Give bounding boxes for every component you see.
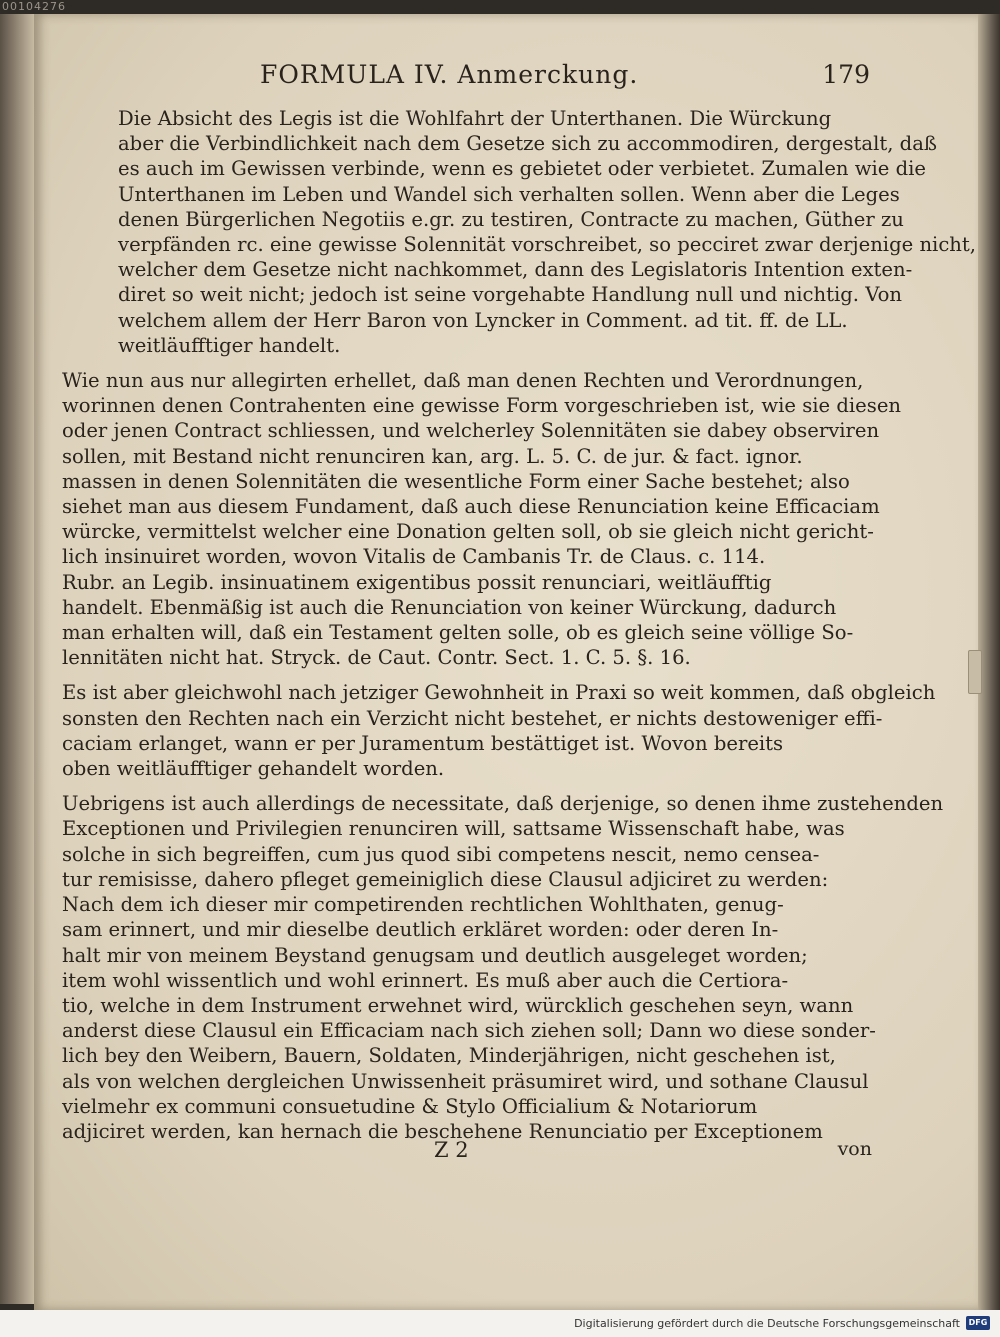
text-line: diret so weit nicht; jedoch ist seine vorgehabte Handlung null und nichtig. Von	[118, 283, 902, 307]
signature-mark: Z 2	[434, 1138, 469, 1162]
text-line: caciam erlanget, wann er per Juramentum bestättiget ist. Wovon bereits	[62, 731, 784, 755]
text-line: als von welchen dergleichen Unwissenheit präsumiret wird, und sothane Clausul	[62, 1069, 869, 1093]
page-footer	[62, 1138, 878, 1168]
text-line: solche in sich begreiffen, cum jus quod sibi competens nescit, nemo censea-	[62, 842, 820, 866]
text-line: oder jenen Contract schliessen, und welcherley Solennitäten sie dabey observiren	[62, 419, 880, 443]
text-line: es auch im Gewissen verbinde, wenn es gebietet oder verbietet. Zumalen wie die	[118, 157, 927, 181]
paragraph	[118, 106, 977, 358]
text-line: sonsten den Rechten nach ein Verzicht nicht bestehet, er nichts destoweniger effi-	[62, 706, 883, 730]
running-title: FORMULA IV. Anmerckung.	[260, 60, 639, 89]
text-line: würcke, vermittelst welcher eine Donation gelten soll, ob sie gleich nicht gericht-	[62, 520, 874, 544]
paragraph	[62, 368, 902, 670]
dfg-logo-icon: DFG	[966, 1316, 990, 1330]
text-line: Rubr. an Legib. insinuatinem exigentibus possit renunciari, weitläufftig	[62, 570, 772, 594]
text-line: Uebrigens ist auch allerdings de necessitate, daß derjenige, so denen ihme zustehenden	[62, 792, 944, 816]
catchword: von	[837, 1138, 872, 1160]
text-line: Die Absicht des Legis ist die Wohlfahrt der Unterthanen. Die Würckung	[118, 107, 832, 130]
text-line: oben weitläufftiger gehandelt worden.	[62, 757, 445, 781]
text-line: sam erinnert, und mir dieselbe deutlich erkläret worden: oder deren In-	[62, 918, 779, 942]
running-header	[230, 56, 870, 96]
text-line: vielmehr ex communi consuetudine & Stylo Officialium & Notariorum	[62, 1094, 758, 1118]
text-line: lich insinuiret worden, wovon Vitalis de Cambanis Tr. de Claus. c. 114.	[62, 545, 766, 569]
text-line: verpfänden rc. eine gewisse Solennität vorschreibet, so pecciret zwar derjenige nicht,	[118, 233, 977, 257]
text-line: item wohl wissentlich und wohl erinnert. Es muß aber auch die Certiora-	[62, 968, 789, 992]
text-line: aber die Verbindlichkeit nach dem Gesetze sich zu accommodiren, dergestalt, daß	[118, 132, 937, 156]
text-line: worinnen denen Contrahenten eine gewisse Form vorgeschrieben ist, wie sie diesen	[62, 394, 902, 418]
text-line: massen in denen Solennitäten die wesentliche Form einer Sache bestehet; also	[62, 469, 850, 493]
text-line: weitläufftiger handelt.	[118, 333, 341, 357]
text-line: Exceptionen und Privilegien renunciren will, sattsame Wissenschaft habe, was	[62, 817, 845, 841]
paragraph	[62, 791, 944, 1144]
text-line: adjiciret werden, kan hernach die beschehene Renunciatio per Exceptionem	[62, 1119, 823, 1143]
text-line: denen Bürgerlichen Negotiis e.gr. zu testiren, Contracte zu machen, Güther zu	[118, 207, 904, 231]
digitization-footer-bar	[0, 1310, 1000, 1337]
page-number: 179	[822, 60, 870, 89]
paragraph	[62, 680, 936, 781]
page-tab-marker	[968, 650, 982, 694]
text-line: tur remisisse, dahero pfleget gemeiniglich diese Clausul adjiciret zu werden:	[62, 867, 829, 891]
adjacent-page-edge	[0, 14, 34, 1304]
scan-id-label: 00104276	[2, 0, 66, 13]
text-line: handelt. Ebenmäßig ist auch die Renunciation von keiner Würckung, dadurch	[62, 595, 837, 619]
text-line: Unterthanen im Leben und Wandel sich verhalten sollen. Wenn aber die Leges	[118, 182, 900, 206]
text-line: anderst diese Clausul ein Efficaciam nach sich ziehen soll; Dann wo diese sonder-	[62, 1019, 876, 1043]
text-line: Es ist aber gleichwohl nach jetziger Gewohnheit in Praxi so weit kommen, daß obgleich	[62, 681, 936, 705]
funding-notice: Digitalisierung gefördert durch die Deutsche Forschungsgemeinschaft	[574, 1317, 960, 1330]
text-line: tio, welche in dem Instrument erwehnet wird, würcklich geschehen seyn, wann	[62, 993, 854, 1017]
text-line: man erhalten will, daß ein Testament gelten solle, ob es gleich seine völlige So-	[62, 621, 854, 645]
text-line: lich bey den Weibern, Bauern, Soldaten, Minderjährigen, nicht geschehen ist,	[62, 1044, 836, 1068]
text-line: siehet man aus diesem Fundament, daß auch diese Renunciation keine Efficaciam	[62, 495, 880, 519]
text-line: Nach dem ich dieser mir competirenden rechtlichen Wohlthaten, genug-	[62, 893, 784, 917]
text-line: welchem allem der Herr Baron von Lyncker in Comment. ad tit. ff. de LL.	[118, 308, 848, 332]
main-text	[62, 106, 977, 1154]
text-line: lennitäten nicht hat. Stryck. de Caut. Contr. Sect. 1. C. 5. §. 16.	[62, 646, 691, 670]
text-line: sollen, mit Bestand nicht renunciren kan, arg. L. 5. C. de jur. & fact. ignor.	[62, 444, 803, 468]
text-line: welcher dem Gesetze nicht nachkommet, dann des Legislatoris Intention exten-	[118, 258, 913, 282]
text-line: Wie nun aus nur allegirten erhellet, daß man denen Rechten und Verordnungen,	[62, 369, 864, 393]
text-line: halt mir von meinem Beystand genugsam und deutlich ausgeleget worden;	[62, 943, 808, 967]
